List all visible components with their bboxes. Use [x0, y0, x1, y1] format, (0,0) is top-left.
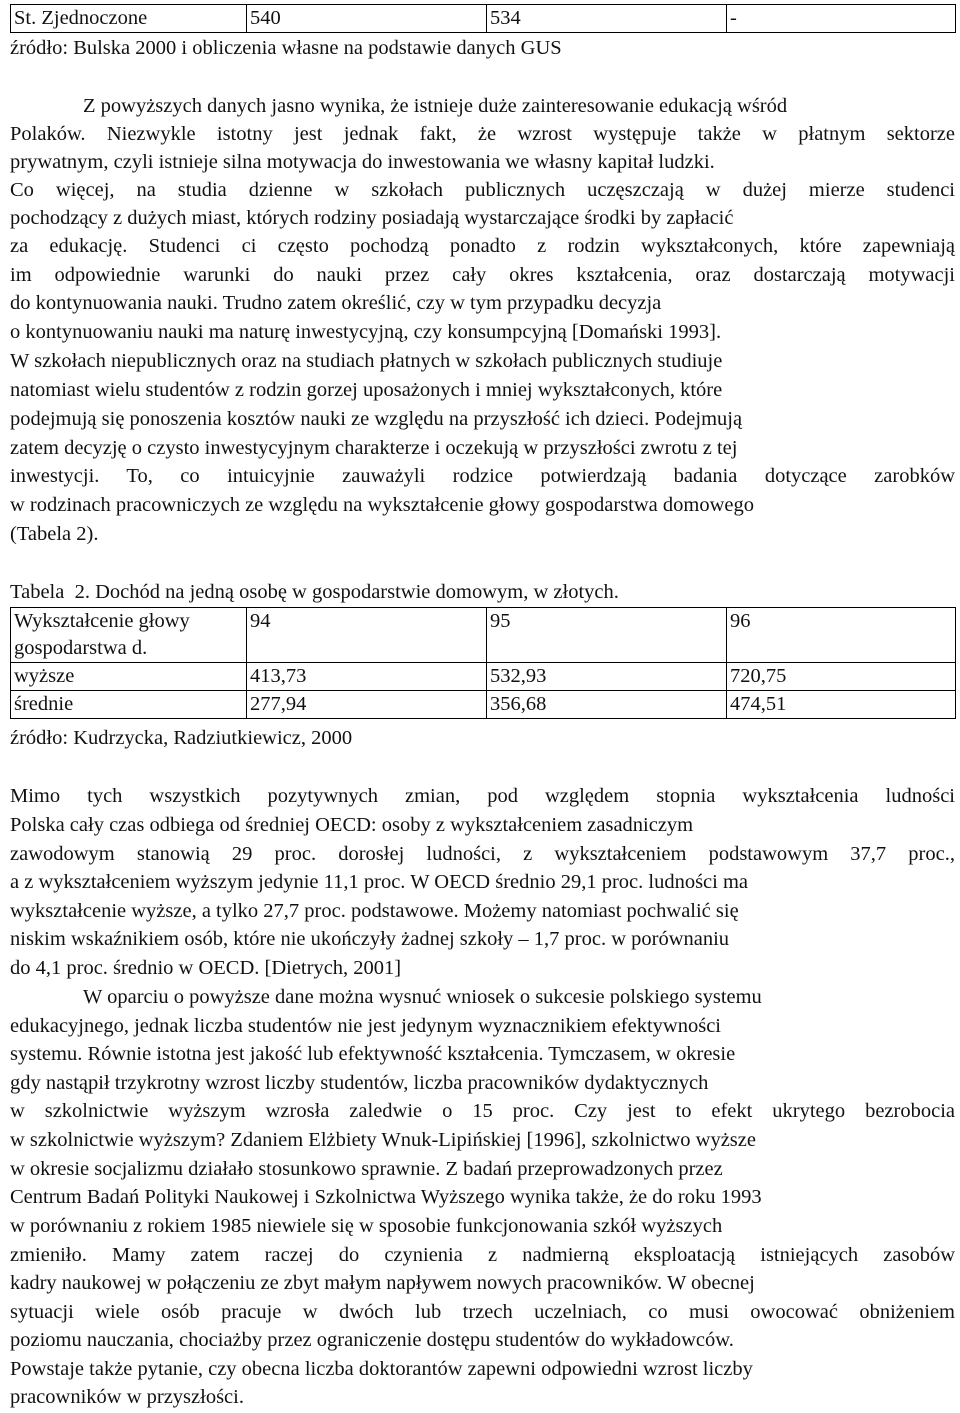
table-header-cell: Wykształcenie głowy gospodarstwa d.: [11, 608, 247, 663]
table-cell: wyższe: [11, 663, 247, 691]
paragraph-line: Polska cały czas odbiega od średniej OECD: osoby z wykształceniem zasadniczym: [10, 814, 694, 836]
paragraph-line: o kontynuowaniu nauki ma naturę inwestycyjną, czy konsumpcyjną [Domański 1993].: [10, 321, 722, 343]
paragraph-line: pochodzący z dużych miast, których rodziny posiadają wystarczające środki by zapłacić: [10, 207, 734, 229]
table-1-source: źródło: Bulska 2000 i obliczenia własne na podstawie danych GUS: [10, 37, 562, 59]
paragraph-line: Powstaje także pytanie, czy obecna liczba doktorantów zapewni odpowiedni wzrost liczby: [10, 1358, 753, 1380]
paragraph-line: W szkołach niepublicznych oraz na studiach płatnych w szkołach publicznych studiuje: [10, 350, 723, 372]
paragraph-line: sytuacji wiele osób pracuje w dwóch lub trzech uczelniach, co musi owocować obniżeniem: [10, 1301, 955, 1323]
paragraph-line: W oparciu o powyższe dane można wysnuć wniosek o sukcesie polskiego systemu: [83, 986, 762, 1008]
paragraph-line: wykształcenie wyższe, a tylko 27,7 proc. podstawowe. Możemy natomiast pochwalić się: [10, 900, 739, 922]
paragraph-line: niskim wskaźnikiem osób, które nie ukończyły żadnej szkoły – 1,7 proc. w porównaniu: [10, 928, 730, 950]
table-2-caption: Tabela 2. Dochód na jedną osobę w gospodarstwie domowym, w złotych.: [10, 581, 619, 603]
table-cell: 720,75: [727, 663, 956, 691]
table-cell: średnie: [11, 691, 247, 719]
paragraph-line: edukacyjnego, jednak liczba studentów nie jest jedynym wyznacznikiem efektywności: [10, 1015, 722, 1037]
paragraph-line: Z powyższych danych jasno wynika, że istnieje duże zainteresowanie edukacją wśród: [83, 95, 788, 117]
paragraph-line: inwestycji. To, co intuicyjnie zauważyli rodzice potwierdzają badania dotyczące zarobków: [10, 465, 955, 487]
table-2: [10, 607, 956, 719]
paragraph-line: w porównaniu z rokiem 1985 niewiele się w sposobie funkcjonowania szkół wyższych: [10, 1215, 723, 1237]
table-header-cell: 94: [247, 608, 487, 663]
paragraph-line: w rodzinach pracowniczych ze względu na wykształcenie głowy gospodarstwa domowego: [10, 494, 755, 516]
paragraph-line: (Tabela 2).: [10, 523, 99, 545]
paragraph-line: do 4,1 proc. średnio w OECD. [Dietrych, 2001]: [10, 957, 402, 979]
paragraph-line: za edukację. Studenci ci często pochodzą ponadto z rodzin wykształconych, które zapewniają: [10, 235, 955, 257]
paragraph-line: Co więcej, na studia dzienne w szkołach publicznych uczęszczają w dużej mierze studenci: [10, 179, 955, 201]
paragraph-line: zawodowym stanowią 29 proc. dorosłej ludności, z wykształceniem podstawowym 37,7 proc.,: [10, 843, 955, 865]
paragraph-line: Polaków. Niezwykle istotny jest jednak fakt, że wzrost występuje także w płatnym sektorze: [10, 123, 955, 145]
table-2-source: źródło: Kudrzycka, Radziutkiewicz, 2000: [10, 727, 353, 749]
paragraph-line: zmieniło. Mamy zatem raczej do czynienia z nadmierną eksploatacją istniejących zasobów: [10, 1244, 955, 1266]
table-cell: 277,94: [247, 691, 487, 719]
paragraph-line: w szkolnictwie wyższym wzrosła zaledwie o 15 proc. Czy jest to efekt ukrytego bezrobocia: [10, 1100, 955, 1122]
table-1-continuation: [10, 4, 956, 33]
paragraph-line: w okresie socjalizmu działało stosunkowo sprawnie. Z badań przeprowadzonych przez: [10, 1158, 723, 1180]
table-cell: 532,93: [487, 663, 727, 691]
paragraph-line: podejmują się ponoszenia kosztów nauki ze względu na przyszłość ich dzieci. Podejmują: [10, 408, 743, 430]
table-header-cell: 95: [487, 608, 727, 663]
table-cell: 534: [487, 5, 727, 33]
paragraph-line: Centrum Badań Polityki Naukowej i Szkolnictwa Wyższego wynika także, że do roku 1993: [10, 1186, 762, 1208]
table-row: [11, 663, 956, 691]
paragraph-line: zatem decyzję o czysto inwestycyjnym charakterze i oczekują w przyszłości zwrotu z tej: [10, 437, 738, 459]
paragraph-line: kadry naukowej w połączeniu ze zbyt małym napływem nowych pracowników. W obecnej: [10, 1272, 755, 1294]
paragraph-line: prywatnym, czyli istnieje silna motywacja do inwestowania we własny kapitał ludzki.: [10, 151, 715, 173]
paragraph-line: natomiast wielu studentów z rodzin gorzej uposażonych i mniej wykształconych, które: [10, 379, 723, 401]
table-cell: 474,51: [727, 691, 956, 719]
table-row: [11, 5, 956, 33]
table-header-cell: 96: [727, 608, 956, 663]
paragraph-line: do kontynuowania nauki. Trudno zatem określić, czy w tym przypadku decyzja: [10, 292, 662, 314]
table-cell: 413,73: [247, 663, 487, 691]
paragraph-line: Mimo tych wszystkich pozytywnych zmian, pod względem stopnia wykształcenia ludności: [10, 785, 955, 807]
paragraph-line: im odpowiednie warunki do nauki przez cały okres kształcenia, oraz dostarczają motywacji: [10, 264, 955, 286]
table-row: [11, 691, 956, 719]
table-cell: -: [727, 5, 956, 33]
table-cell: 356,68: [487, 691, 727, 719]
table-header-row: [11, 608, 956, 663]
paragraph-line: a z wykształceniem wyższym jedynie 11,1 proc. W OECD średnio 29,1 proc. ludności ma: [10, 871, 749, 893]
paragraph-line: pracowników w przyszłości.: [10, 1386, 244, 1408]
paragraph-line: poziomu nauczania, chociażby przez ograniczenie dostępu studentów do wykładowców.: [10, 1329, 734, 1351]
paragraph-line: w szkolnictwie wyższym? Zdaniem Elżbiety Wnuk-Lipińskiej [1996], szkolnictwo wyższe: [10, 1129, 756, 1151]
table-cell: 540: [247, 5, 487, 33]
paragraph-line: gdy nastąpił trzykrotny wzrost liczby studentów, liczba pracowników dydaktycznych: [10, 1072, 709, 1094]
table-cell: St. Zjednoczone: [11, 5, 247, 33]
paragraph-line: systemu. Równie istotna jest jakość lub efektywność kształcenia. Tymczasem, w okresie: [10, 1043, 736, 1065]
